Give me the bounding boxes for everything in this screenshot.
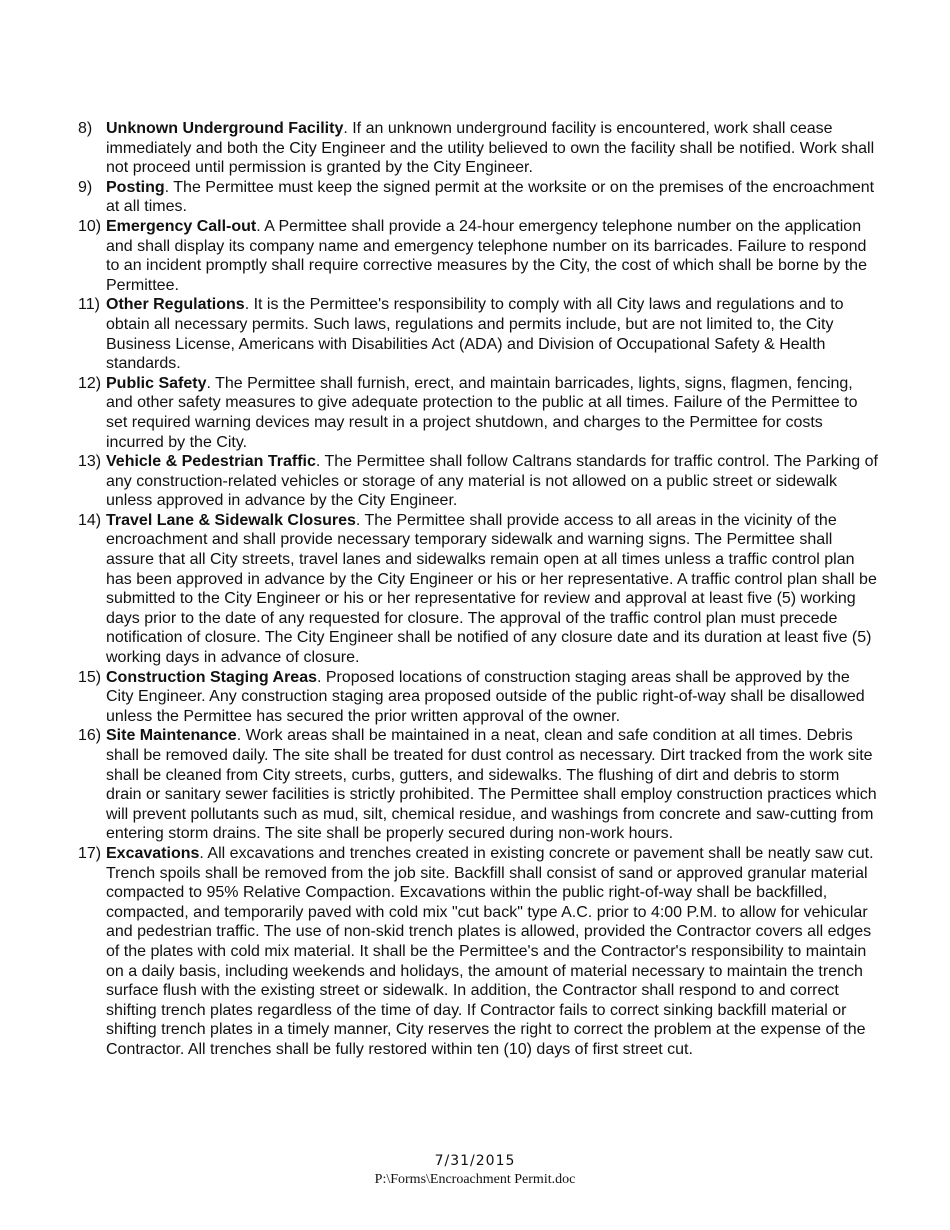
list-item — [78, 217, 878, 295]
item-body — [106, 844, 878, 1060]
item-text: . The Permittee shall provide access to all areas in the vicinity of the encroachment and shall provide necessary temporary sidewalk and warning signs. The Permittee shall assure that all City streets, travel lanes and sidewalks remain open at all times unless a traffic control plan has been approved in advance by the City Engineer or his or her representative. A traffic control plan shall be submitted to the City Engineer or his or her representative for review and approval at least five (5) working days prior to the date of any requested for closure. The approval of the traffic control plan must precede notification of closure. The City Engineer shall be notified of any closure date and its duration at least five (5) working days in advance of closure. — [106, 511, 877, 667]
item-number: 10) — [78, 217, 102, 235]
item-body — [106, 217, 878, 295]
list-item — [78, 178, 878, 217]
item-title: Excavations — [106, 844, 200, 862]
item-body — [106, 119, 878, 178]
item-number: 8) — [78, 120, 93, 137]
item-body — [106, 452, 878, 511]
item-text: . It is the Permittee's responsibility to comply with all City laws and regulations and to obtain all necessary permits. Such laws, regulations and permits include, but are not limited to, the City Business License, Americans with Disabilities Act (ADA) and Division of Occupational Safety & Health standards. — [106, 296, 844, 373]
item-number: 14) — [78, 511, 102, 529]
item-number: 15) — [78, 668, 102, 686]
item-text: . All excavations and trenches created in existing concrete or pavement shall be neatly saw cut. Trench spoils shall be removed from the job site. Backfill shall consist of sand or approved granular material compacted to 95% Relative Compaction. Excavations within the public right-of-way shall be backfilled, compacted, and temporarily paved with cold mix "cut back" type A.C. prior to 4:00 P.M. to allow for vehicular and pedestrian traffic. The use of non-skid trench plates is allowed, provided the Contractor covers all edges of the plates with cold mix material. It shall be the Permittee's and the Contractor's responsibility to maintain on a daily basis, including weekends and holidays, the amount of material necessary to maintain the trench surface flush with the existing street or sidewalk. In addition, the Contractor shall respond to and correct shifting trench plates regardless of the time of day. If Contractor fails to correct sinking backfill material or shifting trench plates in a timely manner, City reserves the right to correct the problem at the expense of the Contractor. All trenches shall be fully restored within ten (10) days of first street cut. — [106, 844, 874, 1058]
item-number: 17) — [78, 844, 102, 862]
item-number: 12) — [78, 374, 102, 392]
item-text: . If an unknown underground facility is encountered, work shall cease immediately and both the City Engineer and the utility believed to own the facility shall be notified. Work shall not proceed until permission is granted by the City Engineer. — [106, 120, 875, 177]
item-body — [106, 726, 878, 844]
footer-date: 7/31/2015 — [434, 1153, 516, 1169]
item-text: . A Permittee shall provide a 24-hour emergency telephone number on the application and shall display its company name and emergency telephone number on its barricades. Failure to respond to an incident promptly shall require corrective measures by the City, the cost of which shall be borne by the Permittee. — [106, 217, 867, 294]
item-text: . The Permittee must keep the signed permit at the worksite or on the premises of the encroachment at all times. — [106, 178, 875, 216]
item-number: 11) — [78, 296, 100, 314]
list-item — [78, 726, 878, 844]
item-body — [106, 511, 878, 668]
item-title: Emergency Call-out — [106, 217, 257, 235]
list-item — [78, 844, 878, 1060]
item-text: . The Permittee shall furnish, erect, and maintain barricades, lights, signs, flagmen, fencing, and other safety measures to give adequate protection to the public at all times. Failure of the Permittee to set required warning devices may result in a project shutdown, and charges to the Permittee for costs incurred by the City. — [106, 374, 858, 451]
item-title: Construction Staging Areas — [106, 668, 317, 686]
item-title: Unknown Underground Facility — [106, 120, 344, 137]
item-number: 16) — [78, 727, 102, 745]
item-title: Other Regulations — [106, 296, 245, 314]
item-text: . Work areas shall be maintained in a neat, clean and safe condition at all times. Debris shall be removed daily. The site shall be treated for dust control as necessary. Dirt tracked from the work site shall be cleaned from City streets, curbs, gutters, and sidewalks. The flushing of dirt and debris to storm drain or sanitary sewer facilities is strictly prohibited. The Permittee shall employ construction practices which will prevent pollutants such as mud, silt, chemical residue, and washings from concrete and saw-cutting from entering storm drains. The site shall be properly secured during non-work hours. — [106, 727, 877, 843]
list-item — [78, 668, 878, 727]
item-title: Vehicle & Pedestrian Traffic — [106, 453, 316, 471]
item-body — [106, 374, 878, 452]
list-item — [78, 119, 878, 178]
item-number: 9) — [78, 178, 93, 196]
list-item — [78, 511, 878, 668]
item-text: . Proposed locations of construction staging areas shall be approved by the City Engineer. Any construction staging area proposed outside of the public right-of-way shall be disallowed unless the Permittee has secured the prior written approval of the owner. — [106, 668, 865, 725]
item-title: Site Maintenance — [106, 727, 237, 745]
item-title: Public Safety — [106, 374, 207, 392]
item-body — [106, 178, 878, 217]
permit-conditions-list — [78, 119, 878, 1060]
item-text: . The Permittee shall follow Caltrans standards for traffic control. The Parking of any construction-related vehicles or storage of any material is not allowed on a public street or sidewalk unless approved in advance by the City Engineer. — [106, 453, 878, 510]
list-item — [78, 374, 878, 452]
item-body — [106, 295, 878, 373]
list-item — [78, 452, 878, 511]
item-title: Posting — [106, 178, 165, 196]
item-body — [106, 668, 878, 727]
list-item — [78, 295, 878, 373]
item-number: 13) — [78, 453, 102, 471]
item-title: Travel Lane & Sidewalk Closures — [106, 511, 356, 529]
footer-file-path: P:\Forms\Encroachment Permit.doc — [374, 1172, 576, 1187]
